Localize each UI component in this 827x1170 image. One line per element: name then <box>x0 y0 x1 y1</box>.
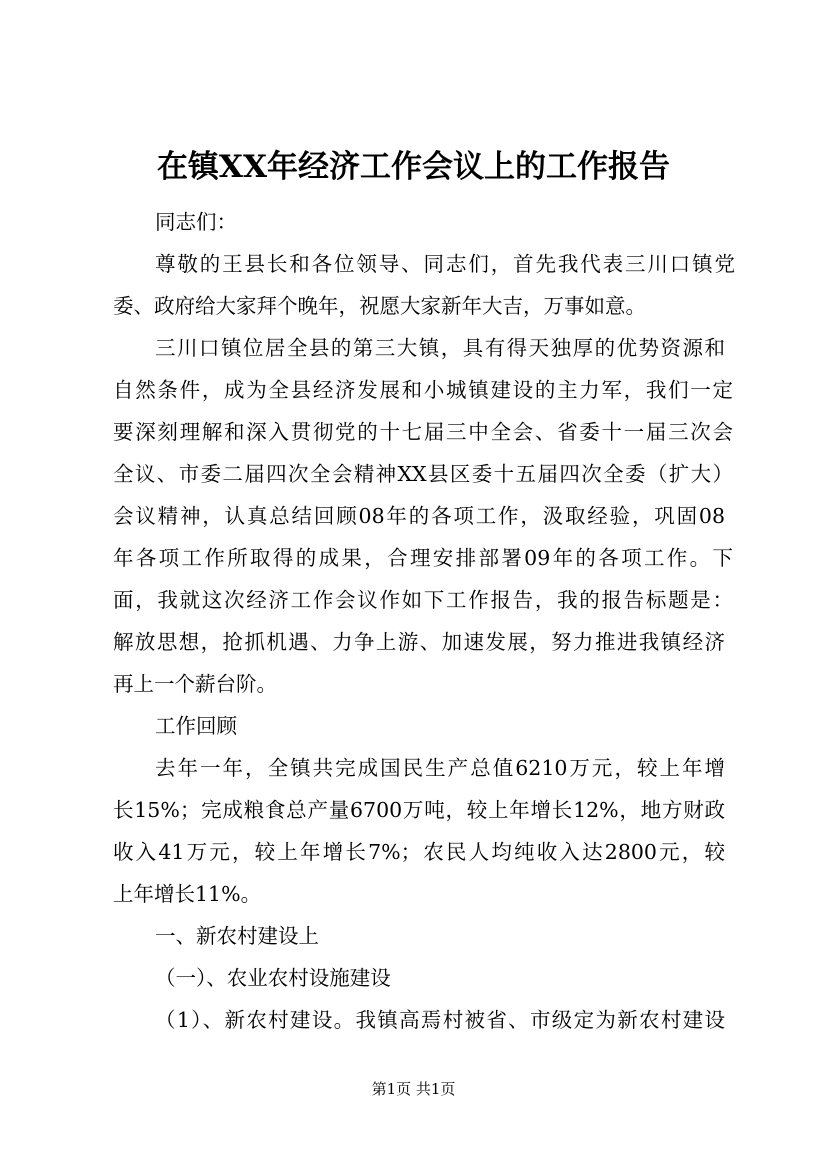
paragraph-line: 收入41万元，较上年增长7%；农民人均纯收入达2800元，较 <box>113 840 725 864</box>
paragraph-line: 委、政府给大家拜个晚年，祝愿大家新年大吉，万事如意。 <box>113 294 646 318</box>
section-heading: 工作回顾 <box>155 714 237 738</box>
paragraph-line: 会议精神，认真总结回顾08年的各项工作，汲取经验，巩固08 <box>113 504 725 528</box>
subsection-heading: （一）、农业农村设施建设 <box>155 966 391 990</box>
paragraph-line: 面，我就这次经济工作会议作如下工作报告，我的报告标题是： <box>113 588 733 612</box>
paragraph-line: 自然条件，成为全县经济发展和小城镇建设的主力军，我们一定 <box>113 378 733 402</box>
paragraph-line: （1）、新农村建设。我镇高焉村被省、市级定为新农村建设 <box>155 1008 725 1032</box>
paragraph-line: 上年增长11%。 <box>113 882 262 906</box>
paragraph-line: 去年一年，全镇共完成国民生产总值6210万元，较上年增 <box>155 756 725 780</box>
paragraph-line: 再上一个薪台阶。 <box>113 672 277 696</box>
page-footer: 第1页 共1页 <box>371 1080 456 1098</box>
salutation: 同志们： <box>155 210 237 234</box>
paragraph-line: 要深刻理解和深入贯彻党的十七届三中全会、省委十一届三次会 <box>113 420 733 444</box>
document-title: 在镇XX年经济工作会议上的工作报告 <box>156 149 671 185</box>
paragraph-line: 长15%；完成粮食总产量6700万吨，较上年增长12%，地方财政 <box>113 798 725 822</box>
paragraph-line: 三川口镇位居全县的第三大镇，具有得天独厚的优势资源和 <box>155 336 725 360</box>
paragraph-line: 解放思想，抢抓机遇、力争上游、加速发展，努力推进我镇经济 <box>113 630 725 654</box>
section-heading: 一、新农村建设上 <box>155 924 319 948</box>
paragraph-line: 全议、市委二届四次全会精神XX县区委十五届四次全委（扩大） <box>113 462 733 486</box>
paragraph-line: 尊敬的王县长和各位领导、同志们，首先我代表三川口镇党 <box>155 252 735 276</box>
paragraph-line: 年各项工作所取得的成果，合理安排部署09年的各项工作。下 <box>113 546 733 570</box>
